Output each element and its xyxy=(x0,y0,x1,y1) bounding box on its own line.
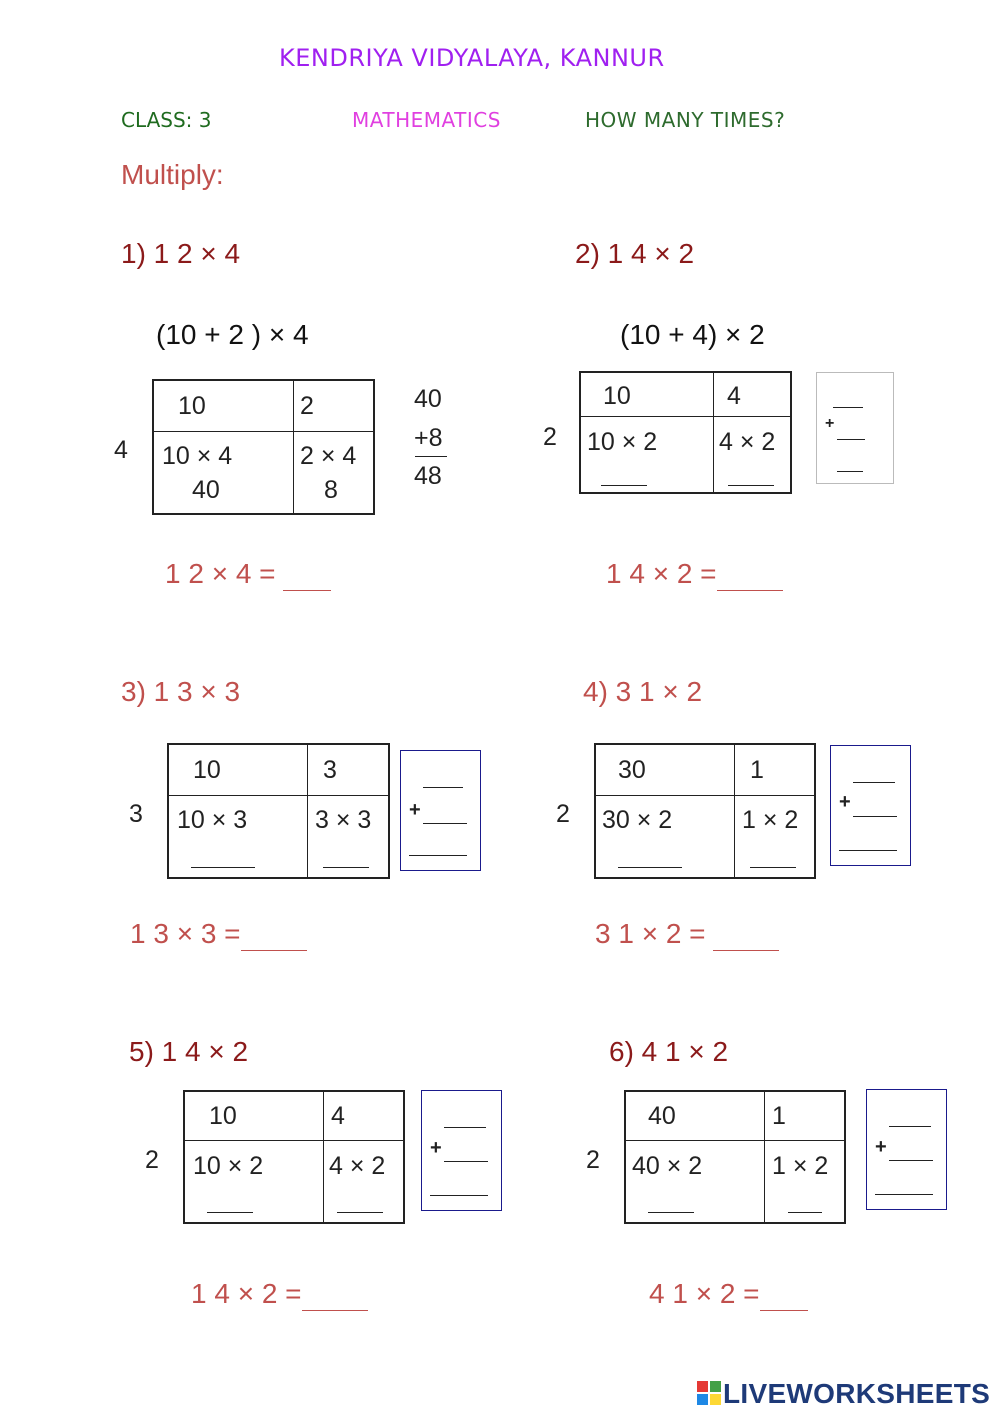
plus-sign: + xyxy=(875,1136,887,1158)
problem-4-multiplier: 2 xyxy=(556,800,570,828)
subject-label: MATHEMATICS xyxy=(352,108,501,132)
column-sum-addend: +8 xyxy=(414,424,443,452)
ones-result-input[interactable] xyxy=(750,843,796,868)
problem-2-sum-box xyxy=(816,372,894,484)
sum-addend-1-input[interactable] xyxy=(853,760,895,783)
problem-2-label: 2) 1 4 × 2 xyxy=(575,238,695,269)
ones-product-cell: 1 × 2 xyxy=(772,1152,829,1180)
tens-result: 40 xyxy=(192,476,220,504)
ones-result: 8 xyxy=(324,476,338,504)
problem-5-answer-input[interactable] xyxy=(302,1279,368,1311)
problem-2-answer-row xyxy=(606,558,783,591)
ones-cell: 4 xyxy=(331,1102,345,1130)
problem-4-sum-box xyxy=(830,745,911,866)
problem-3-area-grid xyxy=(167,743,390,879)
problem-5-label: 5) 1 4 × 2 xyxy=(129,1036,249,1067)
tens-cell: 10 xyxy=(178,392,206,420)
liveworksheets-logo-icon xyxy=(697,1381,721,1405)
tens-product-cell: 30 × 2 xyxy=(602,806,673,834)
column-sum-rule xyxy=(415,456,447,457)
plus-sign: + xyxy=(430,1137,442,1159)
problem-1-answer-label: 1 2 × 4 = xyxy=(165,558,284,589)
problem-1-answer-row xyxy=(165,558,331,591)
problem-4-answer-label: 3 1 × 2 = xyxy=(595,918,714,949)
page-title: KENDRIYA VIDYALAYA, KANNUR xyxy=(279,44,665,72)
ones-product-cell: 2 × 4 xyxy=(300,442,357,470)
tens-product-cell: 10 × 2 xyxy=(587,428,658,456)
ones-product-cell: 1 × 2 xyxy=(742,806,799,834)
ones-product-cell: 3 × 3 xyxy=(315,806,372,834)
liveworksheets-wordmark: LIVEWORKSHEETS xyxy=(723,1378,991,1409)
problem-2-answer-label: 1 4 × 2 = xyxy=(606,558,717,589)
problem-5-area-grid xyxy=(183,1090,405,1224)
sum-addend-1-input[interactable] xyxy=(889,1104,931,1127)
sum-addend-1-input[interactable] xyxy=(833,385,863,408)
tens-product-cell: 10 × 2 xyxy=(193,1152,264,1180)
class-label: CLASS: 3 xyxy=(121,108,212,132)
problem-4-answer-input[interactable] xyxy=(713,919,779,951)
sum-total-input[interactable] xyxy=(839,828,897,851)
problem-6-area-grid xyxy=(624,1090,846,1224)
instruction: Multiply: xyxy=(121,159,224,190)
problem-2-multiplier: 2 xyxy=(543,423,557,451)
sum-total-input[interactable] xyxy=(875,1172,933,1195)
ones-cell: 4 xyxy=(727,382,741,410)
tens-result-input[interactable] xyxy=(648,1188,694,1213)
problem-5-sum-box xyxy=(421,1090,502,1211)
sum-addend-2-input[interactable] xyxy=(853,794,897,817)
problem-6-answer-input[interactable] xyxy=(760,1279,808,1311)
problem-5-answer-row xyxy=(191,1278,368,1311)
problem-1-multiplier: 4 xyxy=(114,436,128,464)
plus-sign: + xyxy=(409,799,421,821)
tens-result-input[interactable] xyxy=(618,843,682,868)
problem-1-area-grid xyxy=(152,379,375,515)
problem-6-label: 6) 4 1 × 2 xyxy=(609,1036,729,1067)
problem-3-answer-input[interactable] xyxy=(241,919,307,951)
problem-2-answer-input[interactable] xyxy=(717,559,783,591)
problem-6-answer-label: 4 1 × 2 = xyxy=(649,1278,760,1309)
problem-3-sum-box xyxy=(400,750,481,871)
problem-1-expansion: (10 + 2 ) × 4 xyxy=(156,319,309,350)
column-sum-top: 40 xyxy=(414,385,442,413)
ones-cell: 3 xyxy=(323,756,337,784)
plus-sign: + xyxy=(839,791,851,813)
tens-result-input[interactable] xyxy=(601,461,647,486)
problem-4-area-grid xyxy=(594,743,816,879)
problem-3-multiplier: 3 xyxy=(129,800,143,828)
topic-label: HOW MANY TIMES? xyxy=(585,108,786,132)
tens-cell: 10 xyxy=(209,1102,237,1130)
tens-cell: 10 xyxy=(193,756,221,784)
ones-cell: 1 xyxy=(750,756,764,784)
tens-product-cell: 40 × 2 xyxy=(632,1152,703,1180)
ones-result-input[interactable] xyxy=(337,1188,383,1213)
sum-total-input[interactable] xyxy=(837,449,863,472)
problem-3-answer-label: 1 3 × 3 = xyxy=(130,918,241,949)
tens-cell: 40 xyxy=(648,1102,676,1130)
problem-4-answer-row xyxy=(595,918,779,951)
problem-1-label: 1) 1 2 × 4 xyxy=(121,238,241,269)
sum-addend-1-input[interactable] xyxy=(423,765,463,788)
problem-2-area-grid xyxy=(579,371,792,494)
tens-cell: 30 xyxy=(618,756,646,784)
sum-addend-2-input[interactable] xyxy=(889,1138,933,1161)
ones-product-cell: 4 × 2 xyxy=(329,1152,386,1180)
sum-addend-2-input[interactable] xyxy=(444,1139,488,1162)
problem-5-multiplier: 2 xyxy=(145,1146,159,1174)
problem-2-expansion: (10 + 4) × 2 xyxy=(620,319,765,350)
tens-result-input[interactable] xyxy=(191,843,255,868)
problem-6-sum-box xyxy=(866,1089,947,1210)
ones-cell: 2 xyxy=(300,392,314,420)
tens-result-input[interactable] xyxy=(207,1188,253,1213)
sum-addend-1-input[interactable] xyxy=(444,1105,486,1128)
ones-cell: 1 xyxy=(772,1102,786,1130)
problem-5-answer-label: 1 4 × 2 = xyxy=(191,1278,302,1309)
ones-result-input[interactable] xyxy=(788,1188,822,1213)
ones-result-input[interactable] xyxy=(323,843,369,868)
tens-product-cell: 10 × 4 xyxy=(162,442,233,470)
ones-product-cell: 4 × 2 xyxy=(719,428,776,456)
column-sum-total: 48 xyxy=(414,462,442,490)
ones-result-input[interactable] xyxy=(728,461,774,486)
sum-total-input[interactable] xyxy=(409,833,467,856)
sum-addend-2-input[interactable] xyxy=(423,801,467,824)
sum-total-input[interactable] xyxy=(430,1173,488,1196)
plus-sign: + xyxy=(825,415,835,432)
problem-6-multiplier: 2 xyxy=(586,1146,600,1174)
tens-cell: 10 xyxy=(603,382,631,410)
sum-addend-2-input[interactable] xyxy=(837,417,865,440)
problem-1-answer-input[interactable] xyxy=(283,559,331,591)
problem-6-answer-row xyxy=(649,1278,808,1311)
problem-3-answer-row xyxy=(130,918,307,951)
tens-product-cell: 10 × 3 xyxy=(177,806,248,834)
problem-4-label: 4) 3 1 × 2 xyxy=(583,676,703,707)
problem-3-label: 3) 1 3 × 3 xyxy=(121,676,241,707)
